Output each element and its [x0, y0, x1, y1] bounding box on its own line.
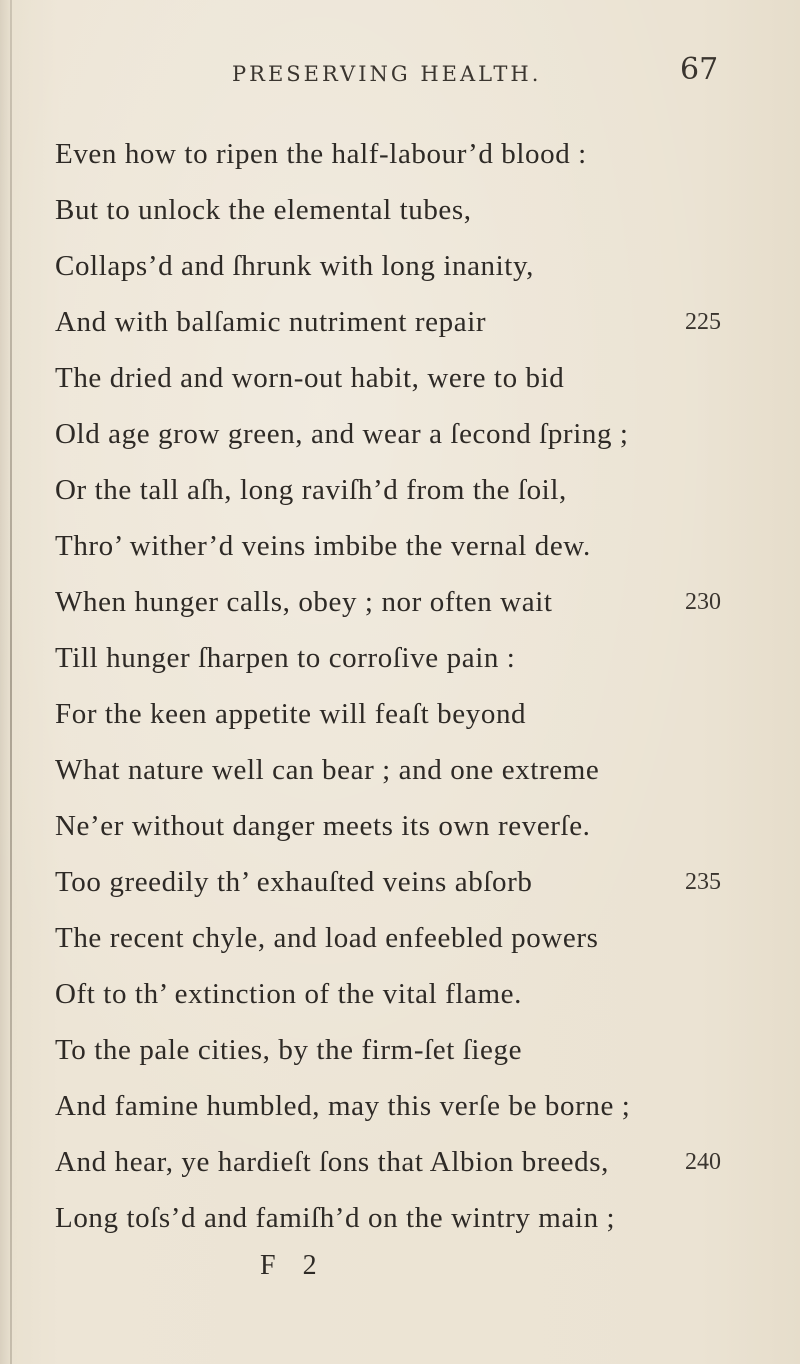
- verse-line: Thro’ wither’d veins imbibe the vernal dew.: [55, 530, 591, 562]
- verse-line: Till hunger ſharpen to corroſive pain :: [55, 642, 516, 674]
- line-number: 235: [685, 869, 721, 895]
- verse-line: Collaps’d and ſhrunk with long inanity,: [55, 250, 535, 282]
- verse-line: But to unlock the elemental tubes,: [55, 194, 472, 226]
- gutter-shadow: [10, 0, 12, 1364]
- verse-line: Ne’er without danger meets its own reverſe.: [55, 810, 591, 842]
- verse-line: Old age grow green, and wear a ſecond ſpring ;: [55, 418, 629, 450]
- signature-mark: F 2: [260, 1250, 327, 1281]
- verse-line: The recent chyle, and load enfeebled powers: [55, 922, 599, 954]
- verse-line: For the keen appetite will feaſt beyond: [55, 698, 527, 730]
- verse-line: Long toſs’d and famiſh’d on the wintry main ;: [55, 1202, 616, 1234]
- verse-line: Or the tall aſh, long raviſh’d from the ſoil,: [55, 474, 567, 506]
- verse-line: To the pale cities, by the firm-ſet ſiege: [55, 1034, 523, 1066]
- verse-line: And famine humbled, may this verſe be borne ;: [55, 1090, 631, 1122]
- verse-line: And hear, ye hardieſt ſons that Albion breeds,: [55, 1146, 609, 1178]
- verse-line: What nature well can bear ; and one extreme: [55, 754, 600, 786]
- verse-line: Even how to ripen the half-labour’d blood :: [55, 138, 587, 170]
- page-number: 67: [680, 52, 719, 87]
- line-number: 240: [685, 1149, 721, 1175]
- verse-line: Too greedily th’ exhauſted veins abſorb: [55, 866, 533, 898]
- line-number: 225: [685, 309, 721, 335]
- line-number: 230: [685, 589, 721, 615]
- verse-line: And with balſamic nutriment repair: [55, 306, 487, 338]
- running-title: PRESERVING HEALTH.: [232, 62, 542, 86]
- verse-line: The dried and worn-out habit, were to bid: [55, 362, 565, 394]
- verse-line: When hunger calls, obey ; nor often wait: [55, 586, 553, 618]
- verse-line: Oft to th’ extinction of the vital flame.: [55, 978, 522, 1010]
